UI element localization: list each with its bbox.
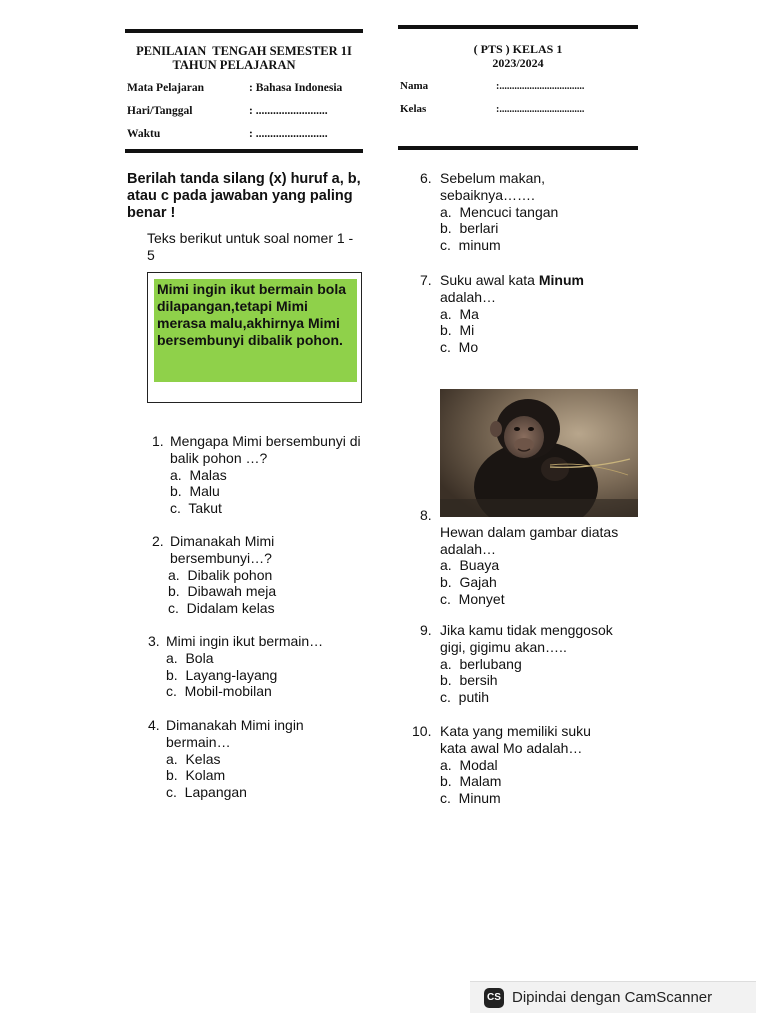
- option-b[interactable]: b. Dibawah meja: [168, 583, 277, 600]
- question-1: [152, 433, 367, 517]
- option-a[interactable]: a. berlubang: [440, 655, 522, 672]
- option-b[interactable]: b. Layang-layang: [166, 666, 278, 683]
- question-6: [420, 170, 640, 254]
- question-number: 7.: [420, 272, 432, 288]
- option-c[interactable]: c. Minum: [440, 790, 501, 807]
- question-text-post: adalah…: [440, 288, 497, 305]
- field-kelas: [400, 103, 640, 115]
- question-number: 10.: [412, 723, 432, 739]
- field-value: : .........................: [249, 128, 328, 140]
- question-text: [440, 272, 630, 306]
- question-text: Hewan dalam gambar diatas adalah…: [440, 523, 619, 557]
- chimpanzee-illustration: [440, 389, 638, 517]
- question-number: 6.: [420, 170, 432, 186]
- header-right-bottom-rule: [398, 146, 638, 150]
- header-right-title: [398, 42, 638, 70]
- field-label: Hari/Tanggal: [127, 105, 193, 117]
- field-value: : .........................: [249, 105, 328, 117]
- option-b[interactable]: b. Malu: [170, 483, 220, 500]
- camscanner-logo-icon: CS: [484, 988, 504, 1008]
- question-number: 3.: [148, 633, 160, 649]
- field-value: :..................................: [496, 81, 585, 92]
- option-a[interactable]: a. Ma: [440, 305, 479, 322]
- question-10: [412, 723, 642, 807]
- option-c[interactable]: c. Monyet: [440, 590, 505, 607]
- option-b[interactable]: b. Malam: [440, 773, 502, 790]
- option-a[interactable]: a. Malas: [170, 466, 227, 483]
- question-text-pre: Suku awal kata: [440, 272, 539, 288]
- option-b[interactable]: b. bersih: [440, 672, 498, 689]
- field-label: Kelas: [400, 103, 427, 115]
- question-text: Sebelum makan, sebaiknya…….: [440, 170, 546, 203]
- question-2: [152, 533, 367, 617]
- question-number: 4.: [148, 717, 160, 733]
- option-b[interactable]: b. Gajah: [440, 574, 497, 591]
- option-a[interactable]: a. Kelas: [166, 750, 221, 767]
- chimpanzee-photo: [440, 389, 638, 517]
- header-left-title-line1: PENILAIAN TENGAH SEMESTER 1I: [136, 44, 352, 58]
- question-text: Mimi ingin ikut bermain…: [166, 633, 324, 649]
- question-text: Kata yang memiliki suku kata awal Mo adalah…: [440, 723, 591, 756]
- field-value: :..................................: [496, 104, 585, 115]
- question-text: Mengapa Mimi bersembunyi di balik pohon …?: [170, 433, 361, 466]
- header-right-top-rule: [398, 25, 638, 29]
- option-c[interactable]: c. Lapangan: [166, 784, 247, 801]
- header-left-bottom-rule: [125, 149, 363, 153]
- question-text: Dimanakah Mimi bersembunyi…?: [170, 533, 275, 566]
- instruction: Berilah tanda silang (x) huruf a, b, atau c pada jawaban yang paling benar !: [127, 171, 361, 221]
- passage-intro: Teks berikut untuk soal nomer 1 - 5: [147, 230, 354, 263]
- option-a[interactable]: a. Bola: [166, 649, 214, 666]
- question-7: [420, 272, 640, 356]
- field-nama: [400, 80, 640, 92]
- field-label: Mata Pelajaran: [127, 82, 204, 94]
- header-left-top-rule: [125, 29, 363, 33]
- camscanner-text: Dipindai dengan CamScanner: [512, 989, 713, 1006]
- question-4: [148, 717, 368, 801]
- option-c[interactable]: c. Takut: [170, 500, 222, 517]
- option-a[interactable]: a. Dibalik pohon: [168, 566, 273, 583]
- option-a[interactable]: a. Mencuci tangan: [440, 203, 559, 220]
- field-value: : Bahasa Indonesia: [249, 82, 343, 94]
- field-waktu: [127, 128, 367, 140]
- header-left-title-line2: TAHUN PELAJARAN: [172, 58, 296, 72]
- question-number: 9.: [420, 622, 432, 638]
- header-left-title: [125, 44, 363, 72]
- option-b[interactable]: b. Kolam: [166, 767, 226, 784]
- question-9: [420, 622, 645, 706]
- header-right-title-line2: 2023/2024: [492, 56, 544, 70]
- header-right-title-line1: ( PTS ) KELAS 1: [473, 42, 563, 56]
- field-hari-tanggal: [127, 105, 367, 117]
- question-3: [148, 633, 368, 700]
- camscanner-watermark: [470, 981, 756, 1013]
- question-text: Jika kamu tidak menggosok gigi, gigimu akan…..: [440, 622, 613, 655]
- option-c[interactable]: c. Didalam kelas: [168, 600, 275, 617]
- question-number: 2.: [152, 533, 164, 549]
- passage-text: Mimi ingin ikut bermain bola dilapangan,tetapi Mimi merasa malu,akhirnya Mimi bersembunyi dibalik pohon.: [154, 279, 357, 382]
- question-number: 1.: [152, 433, 164, 449]
- field-mata-pelajaran: [127, 82, 367, 94]
- question-8: [420, 507, 645, 608]
- question-number: 8.: [420, 507, 432, 523]
- option-c[interactable]: c. putih: [440, 689, 490, 706]
- option-c[interactable]: c. Mo: [440, 339, 479, 356]
- question-keyword: Minum: [538, 272, 584, 288]
- option-c[interactable]: c. Mobil-mobilan: [166, 683, 272, 700]
- option-b[interactable]: b. berlari: [440, 220, 499, 237]
- field-label: Waktu: [127, 128, 161, 140]
- option-a[interactable]: a. Modal: [440, 756, 498, 773]
- option-a[interactable]: a. Buaya: [440, 557, 500, 574]
- option-c[interactable]: c. minum: [440, 237, 501, 254]
- passage-box: [147, 272, 362, 403]
- question-text: Dimanakah Mimi ingin bermain…: [166, 717, 304, 750]
- option-b[interactable]: b. Mi: [440, 322, 475, 339]
- field-label: Nama: [400, 80, 429, 92]
